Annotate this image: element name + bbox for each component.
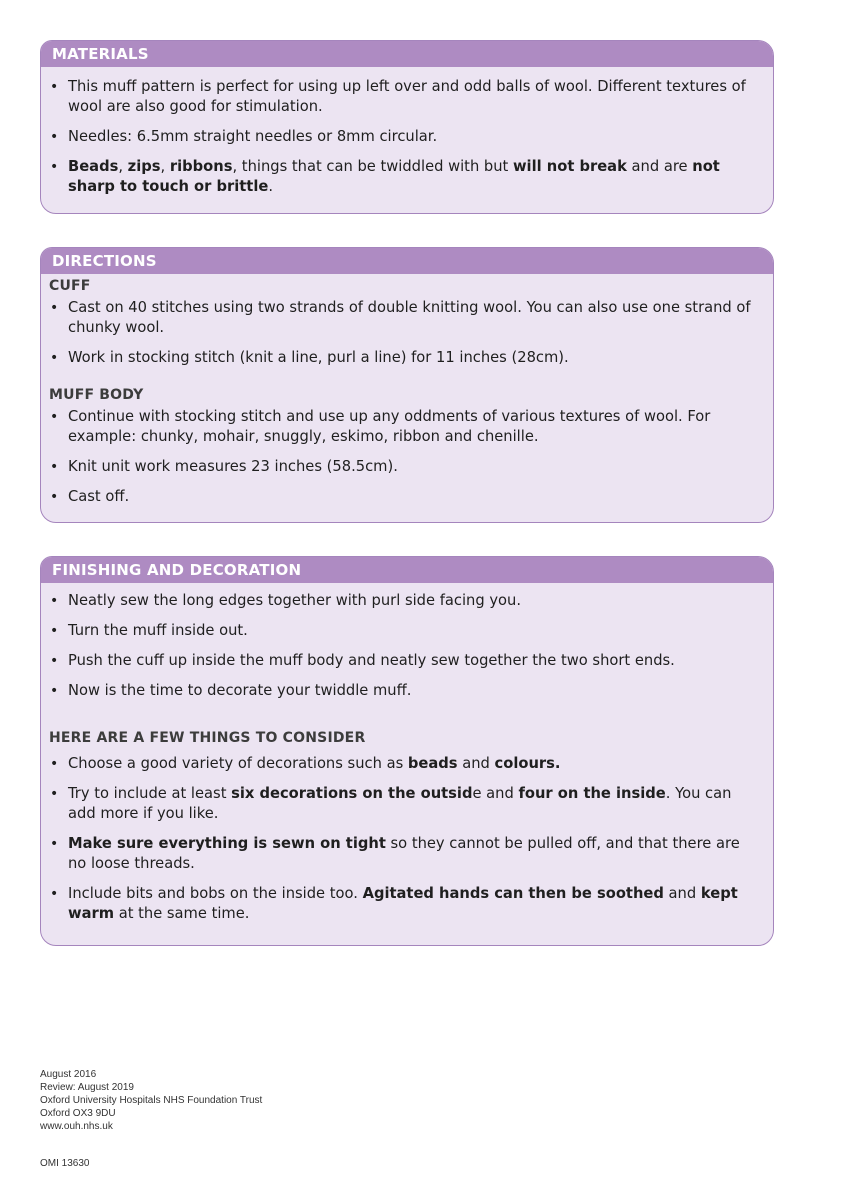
list-item: • Choose a good variety of decorations such as beads and colours.: [49, 754, 759, 774]
cuff-heading: CUFF: [49, 278, 91, 294]
footer: [40, 1068, 262, 1133]
finishing-list: [49, 591, 759, 701]
consider-list: [49, 754, 759, 924]
list-item: • Cast off.: [49, 487, 759, 507]
list-item: • Beads, zips, ribbons, things that can be twiddled with but will not break and are not sharp to touch or brittle.: [49, 157, 759, 197]
directions-section: [40, 247, 774, 523]
cuff-list: [49, 298, 759, 368]
list-item: • This muff pattern is perfect for using up left over and odd balls of wool. Different textures of wool are also good for stimulation.: [49, 77, 759, 117]
footer-trust: Oxford University Hospitals NHS Foundation Trust: [40, 1095, 263, 1106]
materials-section: [40, 40, 774, 214]
list-item: • Push the cuff up inside the muff body and neatly sew together the two short ends.: [49, 651, 759, 671]
finishing-heading: FINISHING AND DECORATION: [41, 557, 773, 583]
footer-code: OMI 13630: [40, 1158, 90, 1169]
list-item: • Include bits and bobs on the inside too. Agitated hands can then be soothed and kept warm at the same time.: [49, 884, 759, 924]
list-item: • Now is the time to decorate your twiddle muff.: [49, 681, 759, 701]
list-item: • Cast on 40 stitches using two strands of double knitting wool. You can also use one strand of chunky wool.: [49, 298, 759, 338]
footer-address: Oxford OX3 9DU: [40, 1108, 116, 1119]
footer-date: August 2016: [40, 1069, 97, 1080]
list-item: • Needles: 6.5mm straight needles or 8mm circular.: [49, 127, 759, 147]
list-item: • Continue with stocking stitch and use up any oddments of various textures of wool. For example: chunky, mohair, snuggly, eskimo, ribbon and chenille.: [49, 407, 759, 447]
muff-body-heading: MUFF BODY: [49, 387, 144, 403]
list-item: • Neatly sew the long edges together with purl side facing you.: [49, 591, 759, 611]
list-item: • Work in stocking stitch (knit a line, purl a line) for 11 inches (28cm).: [49, 348, 759, 368]
list-item: • Knit unit work measures 23 inches (58.5cm).: [49, 457, 759, 477]
materials-heading: MATERIALS: [41, 41, 773, 67]
finishing-section: [40, 556, 774, 946]
footer-website: www.ouh.nhs.uk: [40, 1121, 113, 1132]
list-item: • Try to include at least six decorations on the outside and four on the inside. You can add more if you like.: [49, 784, 759, 824]
list-item: • Turn the muff inside out.: [49, 621, 759, 641]
directions-heading: DIRECTIONS: [41, 248, 773, 274]
muff-body-list: [49, 407, 759, 507]
list-item: • Make sure everything is sewn on tight so they cannot be pulled off, and that there are no loose threads.: [49, 834, 759, 874]
footer-review: Review: August 2019: [40, 1082, 134, 1093]
consider-heading: HERE ARE A FEW THINGS TO CONSIDER: [49, 730, 366, 746]
materials-list: [49, 77, 759, 197]
